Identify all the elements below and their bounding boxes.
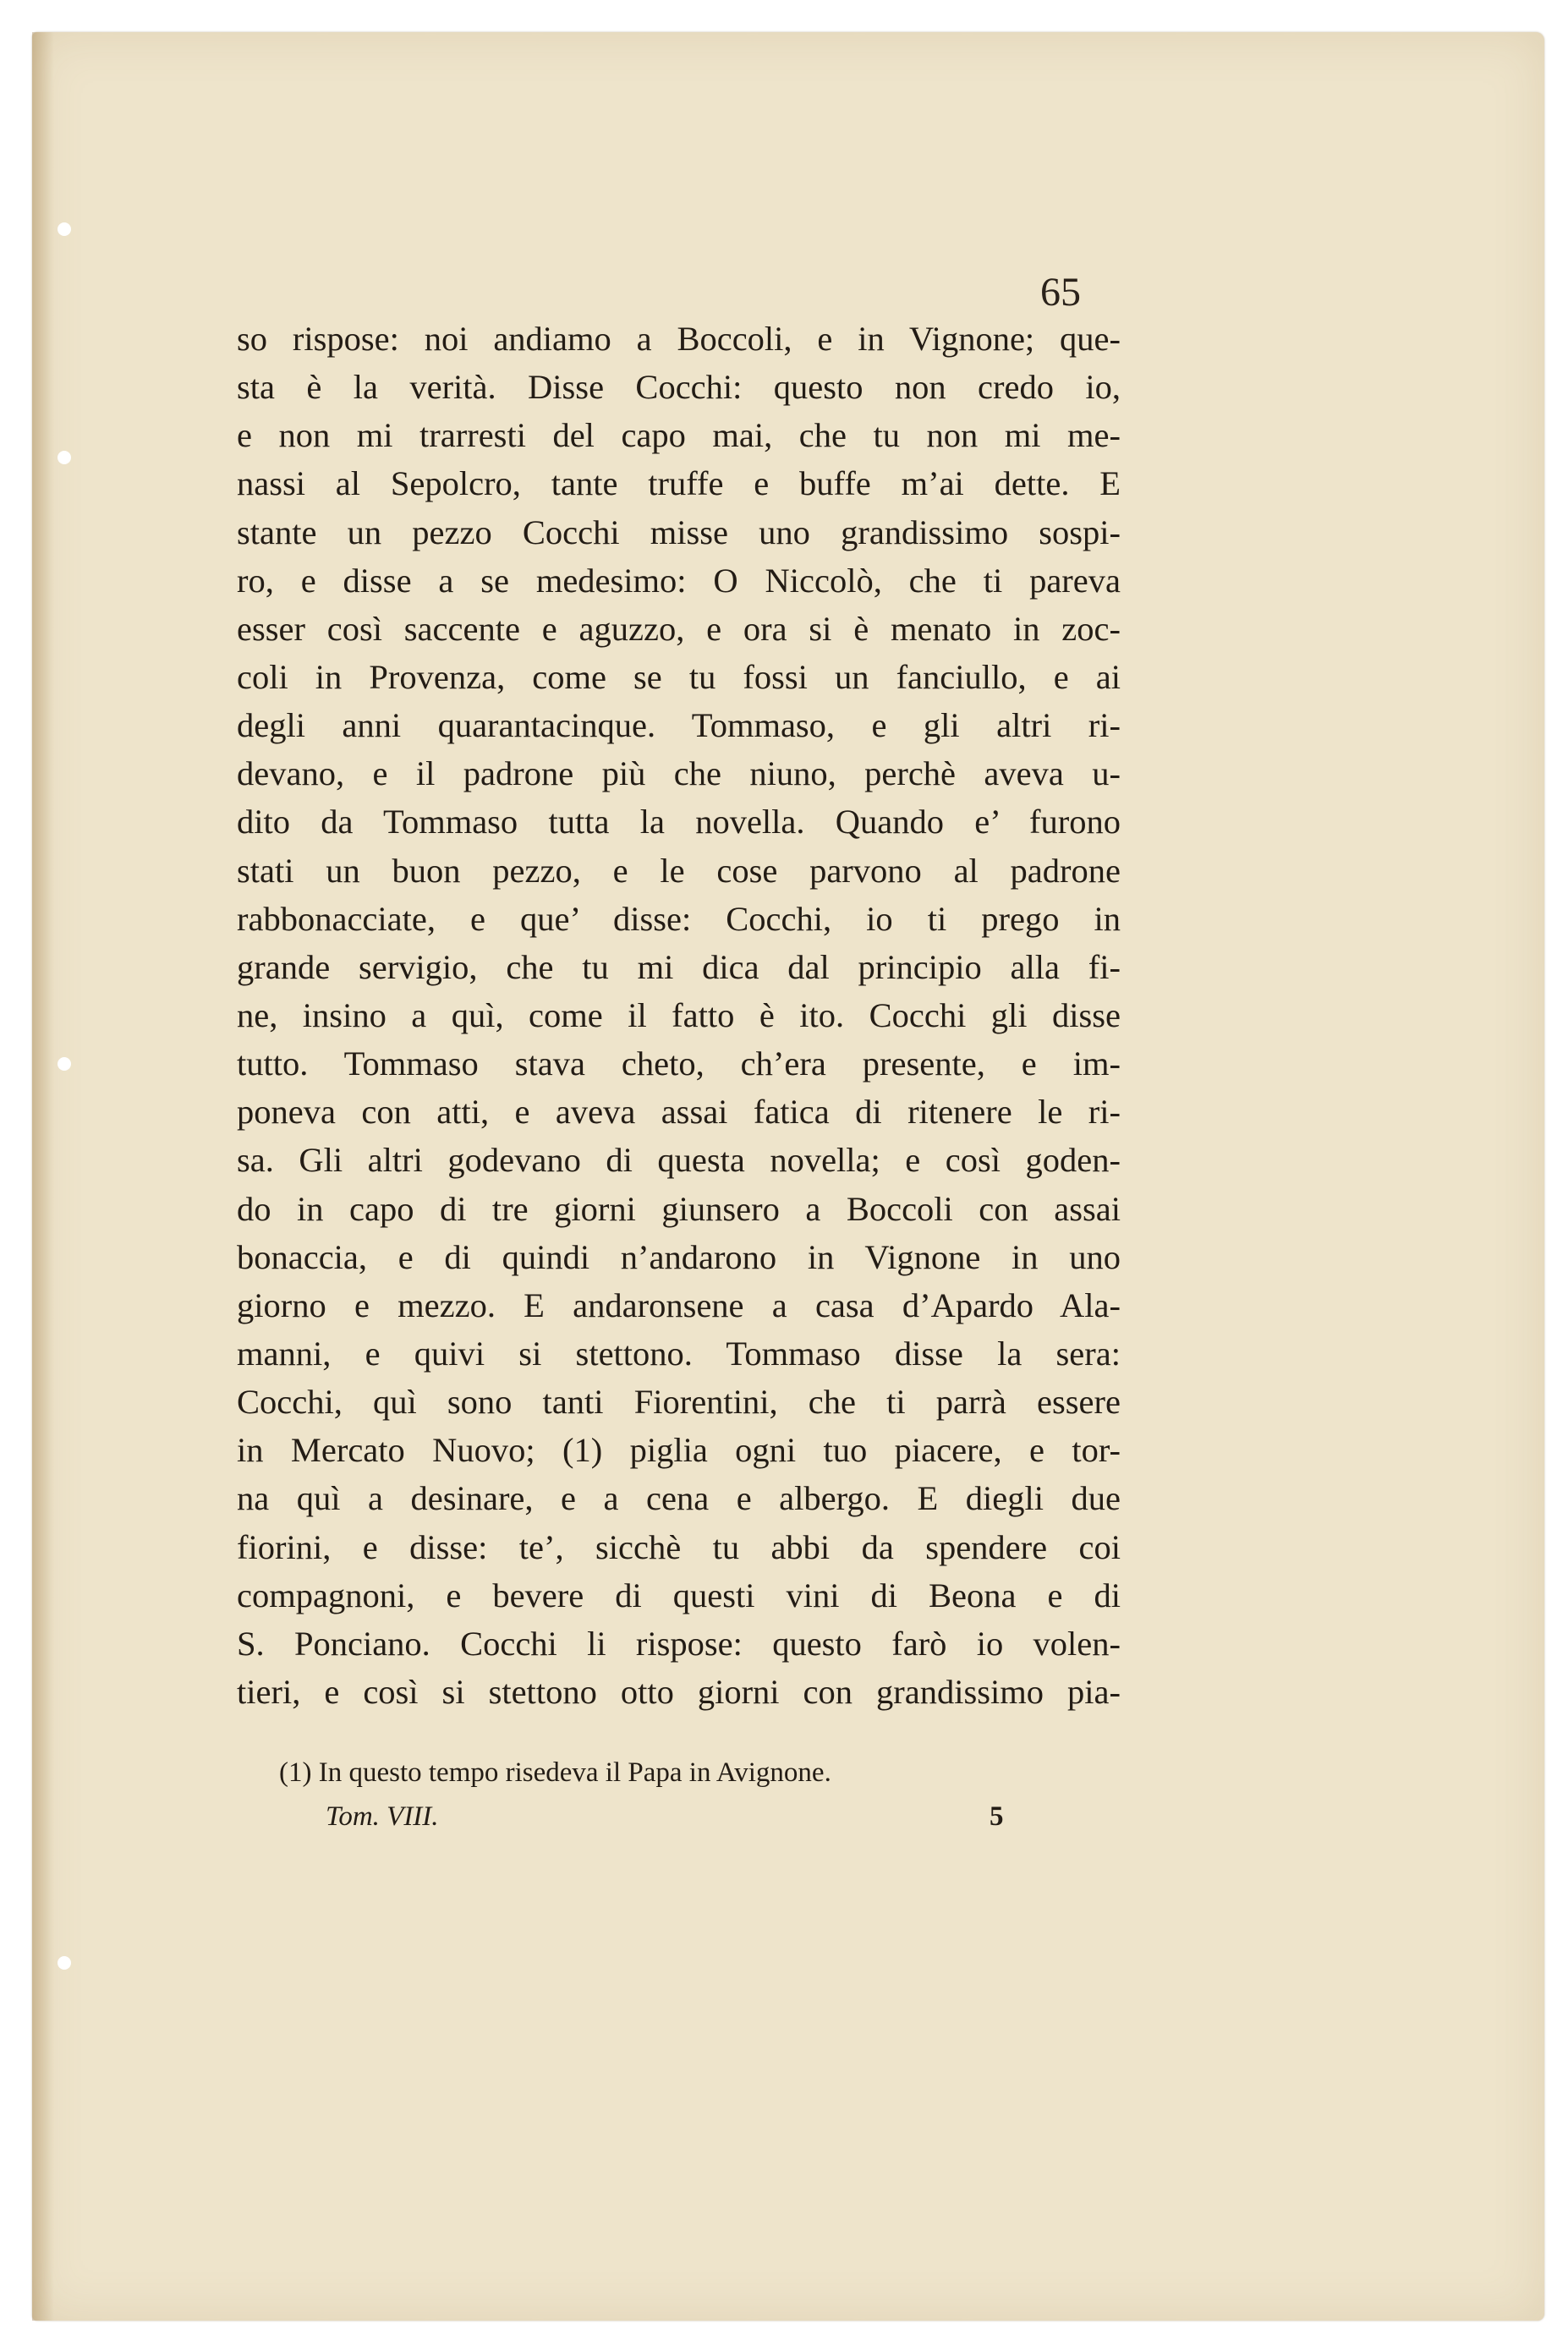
text-line: sta è la verità. Disse Cocchi: questo non credo io, <box>237 368 1121 407</box>
text-line: degli anni quarantacinque. Tommaso, e gli altri ri- <box>237 706 1121 745</box>
text-line: bonaccia, e di quindi n’andarono in Vignone in uno <box>237 1237 1121 1276</box>
printer-signature: 5 <box>990 1801 1004 1832</box>
text-line: stati un buon pezzo, e le cose parvono al padrone <box>237 851 1121 890</box>
text-line: na quì a desinare, e a cena e albergo. E diegli due <box>237 1479 1121 1518</box>
volume-label: Tom. VIII. <box>326 1801 439 1832</box>
text-line: coli in Provenza, come se tu fossi un fanciullo, e ai <box>237 657 1121 696</box>
text-line: stante un pezzo Cocchi misse uno grandissimo sospi- <box>237 513 1121 551</box>
text-line: ro, e disse a se medesimo: O Niccolò, che ti pareva <box>237 561 1121 600</box>
binding-hole <box>58 1057 71 1071</box>
binding-hole <box>58 1956 71 1970</box>
text-line: dito da Tommaso tutta la novella. Quando e’ furono <box>237 803 1121 841</box>
text-line: rabbonacciate, e que’ disse: Cocchi, io ti prego in <box>237 899 1121 938</box>
text-line: fiorini, e disse: te’, sicchè tu abbi da spendere coi <box>237 1527 1121 1566</box>
text-line: poneva con atti, e aveva assai fatica di ritenere le ri- <box>237 1093 1121 1132</box>
page-number: 65 <box>1040 270 1081 315</box>
footnote: (1) In questo tempo risedeva il Papa in Avignone. <box>279 1757 831 1788</box>
text-line: grande servigio, che tu mi dica dal principio alla fi- <box>237 947 1121 986</box>
binding-hole <box>58 451 71 464</box>
text-line: in Mercato Nuovo; (1) piglia ogni tuo piacere, e tor- <box>237 1431 1121 1470</box>
binding-hole <box>58 222 71 236</box>
text-line: e non mi trarresti del capo mai, che tu non mi me- <box>237 416 1121 455</box>
text-line: tieri, e così si stettono otto giorni con grandissimo pia- <box>237 1672 1121 1711</box>
text-line: tutto. Tommaso stava cheto, ch’era presente, e im- <box>237 1044 1121 1083</box>
text-line: sa. Gli altri godevano di questa novella; e così goden- <box>237 1141 1121 1180</box>
text-line: manni, e quivi si stettono. Tommaso disse la sera: <box>237 1334 1121 1373</box>
signature-line <box>326 1801 1002 1835</box>
text-line: esser così saccente e aguzzo, e ora si è menato in zoc- <box>237 609 1121 648</box>
text-line: compagnoni, e bevere di questi vini di Beona e di <box>237 1576 1121 1614</box>
text-line: Cocchi, quì sono tanti Fiorentini, che ti parrà essere <box>237 1383 1121 1422</box>
text-line: do in capo di tre giorni giunsero a Boccoli con assai <box>237 1189 1121 1228</box>
text-line: giorno e mezzo. E andaronsene a casa d’Apardo Ala- <box>237 1285 1121 1324</box>
text-line: S. Ponciano. Cocchi li rispose: questo farò io volen- <box>237 1624 1121 1663</box>
body-text <box>237 315 1121 1716</box>
text-line: nassi al Sepolcro, tante truffe e buffe m’ai dette. E <box>237 464 1121 503</box>
text-line: ne, insino a quì, come il fatto è ito. Cocchi gli disse <box>237 995 1121 1034</box>
text-line: devano, e il padrone più che niuno, perchè aveva u- <box>237 754 1121 793</box>
text-line: so rispose: noi andiamo a Boccoli, e in Vignone; que- <box>237 320 1121 358</box>
